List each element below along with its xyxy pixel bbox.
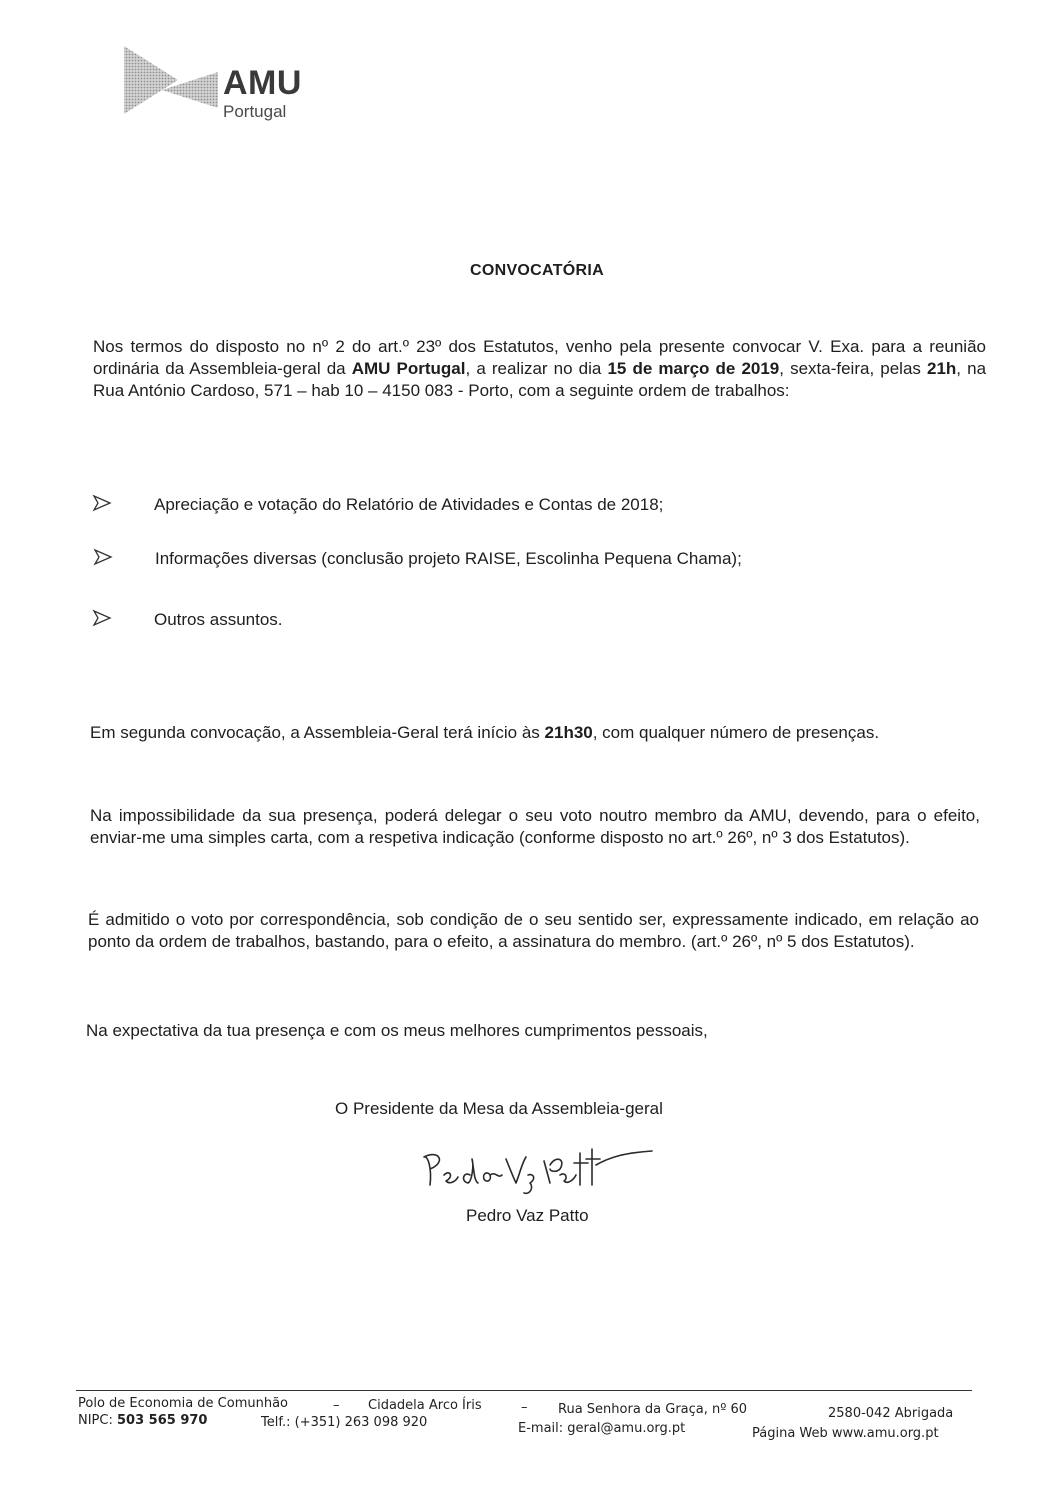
- footer-nipc-label: NIPC:: [78, 1413, 113, 1428]
- agenda-item-text: Apreciação e votação do Relatório de Atividades e Contas de 2018;: [154, 495, 664, 514]
- footer-phone: Telf.: (+351) 263 098 920: [261, 1415, 428, 1430]
- arrow-bullet-icon: [93, 548, 113, 566]
- arrow-bullet-icon: [92, 609, 112, 627]
- intro-text-2: , a realizar no dia: [465, 359, 608, 378]
- intro-text-3: , sexta-feira, pelas: [779, 359, 927, 378]
- handwritten-signature: [410, 1135, 660, 1205]
- footer-org: Polo de Economia de Comunhão: [78, 1396, 289, 1411]
- intro-paragraph: [93, 336, 986, 402]
- postal-vote-paragraph: É admitido o voto por correspondência, sob condição de o seu sentido ser, expressamente indicado, em relação ao ponto da ordem de trabalhos, bastando, para o efeito, a assinatura do membro. (art.º 26º, nº 5 dos Estatutos).: [88, 910, 979, 951]
- footer-divider: [76, 1390, 972, 1391]
- intro-date: 15 de março de 2019: [607, 359, 780, 378]
- signoff-role: O Presidente da Mesa da Assembleia-geral: [335, 1099, 663, 1118]
- intro-time: 21h: [927, 359, 957, 378]
- agenda-item-text: Outros assuntos.: [154, 610, 283, 629]
- amu-logo: [122, 44, 342, 124]
- logo-name: AMU: [223, 64, 302, 102]
- footer-nipc: [78, 1413, 207, 1428]
- footer-street: Rua Senhora da Graça, nº 60: [558, 1402, 748, 1417]
- second-call-text-1: Em segunda convocação, a Assembleia-Geral terá início às: [90, 723, 545, 742]
- intro-text-1: Nos termos do disposto no nº 2 do art.º 23º dos Estatutos, venho pela presente convocar V. Exa. para a reunião ordinária da Assembleia-geral da: [93, 337, 986, 378]
- footer-email: E-mail: geral@amu.org.pt: [518, 1421, 686, 1436]
- second-call-time: 21h30: [544, 723, 593, 742]
- second-call-text-2: , com qualquer número de presenças.: [592, 723, 880, 742]
- footer-separator: –: [333, 1398, 340, 1413]
- footer-postcode: 2580-042 Abrigada: [828, 1406, 954, 1421]
- closing-paragraph: Na expectativa da tua presença e com os meus melhores cumprimentos pessoais,: [86, 1021, 708, 1040]
- intro-text-4: , na Rua António Cardoso, 571 – hab 10 – 4150 083 - Porto, com a seguinte ordem de trabalhos:: [93, 359, 987, 400]
- footer-nipc-value: 503 565 970: [117, 1413, 208, 1428]
- logo-triangles-icon: [122, 44, 222, 124]
- signer-name: Pedro Vaz Patto: [466, 1206, 589, 1225]
- footer-separator: –: [521, 1400, 528, 1415]
- footer-place: Cidadela Arco Íris: [368, 1398, 482, 1413]
- intro-org: AMU Portugal: [351, 359, 466, 378]
- delegation-paragraph: Na impossibilidade da sua presença, poderá delegar o seu voto noutro membro da AMU, devendo, para o efeito, enviar-me uma simples carta, com a respetiva indicação (conforme disposto no art.º 26º, nº 3 dos Estatutos).: [90, 806, 980, 847]
- document-title: CONVOCATÓRIA: [470, 262, 604, 279]
- arrow-bullet-icon: [92, 494, 112, 512]
- agenda-item-text: Informações diversas (conclusão projeto RAISE, Escolinha Pequena Chama);: [155, 549, 742, 568]
- second-call-paragraph: [90, 722, 980, 744]
- logo-subtitle: Portugal: [223, 102, 287, 121]
- footer-website: Página Web www.amu.org.pt: [752, 1426, 939, 1441]
